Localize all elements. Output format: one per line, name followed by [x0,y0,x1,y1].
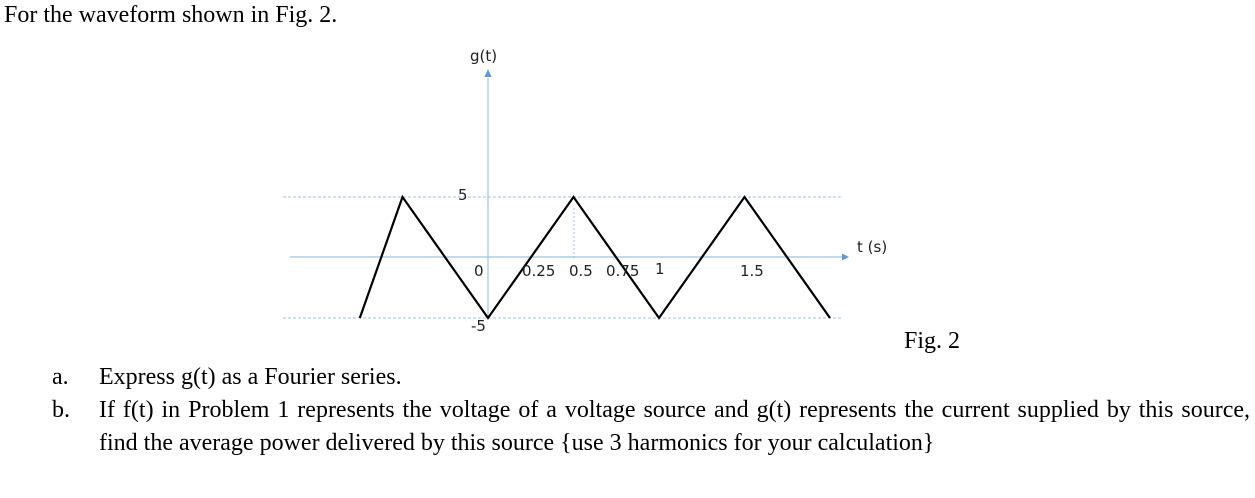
x-tick-05: 0.5 [569,262,593,280]
question-list [52,361,1250,460]
question-label: b. [52,397,70,423]
question-text: If f(t) in Problem 1 represents the voltage of a voltage source and g(t) represents the current supplied by this source, find the average power delivered by this source {use 3 harmonics for your calculation} [99,397,1250,456]
question-text: Express g(t) as a Fourier series. [99,364,402,390]
y-axis-label: g(t) [470,47,498,65]
question-b [52,394,1250,460]
y-tick-5: 5 [458,186,468,204]
x-tick-1: 1 [655,260,665,278]
y-tick-neg5: -5 [471,317,486,335]
x-tick-075: 0.75 [606,262,640,280]
question-a [52,361,1250,394]
y-axis-arrow-icon [485,69,492,77]
y-tick-0: 0 [474,262,484,280]
intro-text: For the waveform shown in Fig. 2. [4,2,338,28]
figure-caption: Fig. 2 [904,328,961,354]
question-label: a. [52,364,69,390]
x-tick-025: 0.25 [522,262,556,280]
x-tick-15: 1.5 [740,262,764,280]
x-axis-label: t (s) [857,238,888,256]
x-axis-arrow-icon [842,254,849,261]
